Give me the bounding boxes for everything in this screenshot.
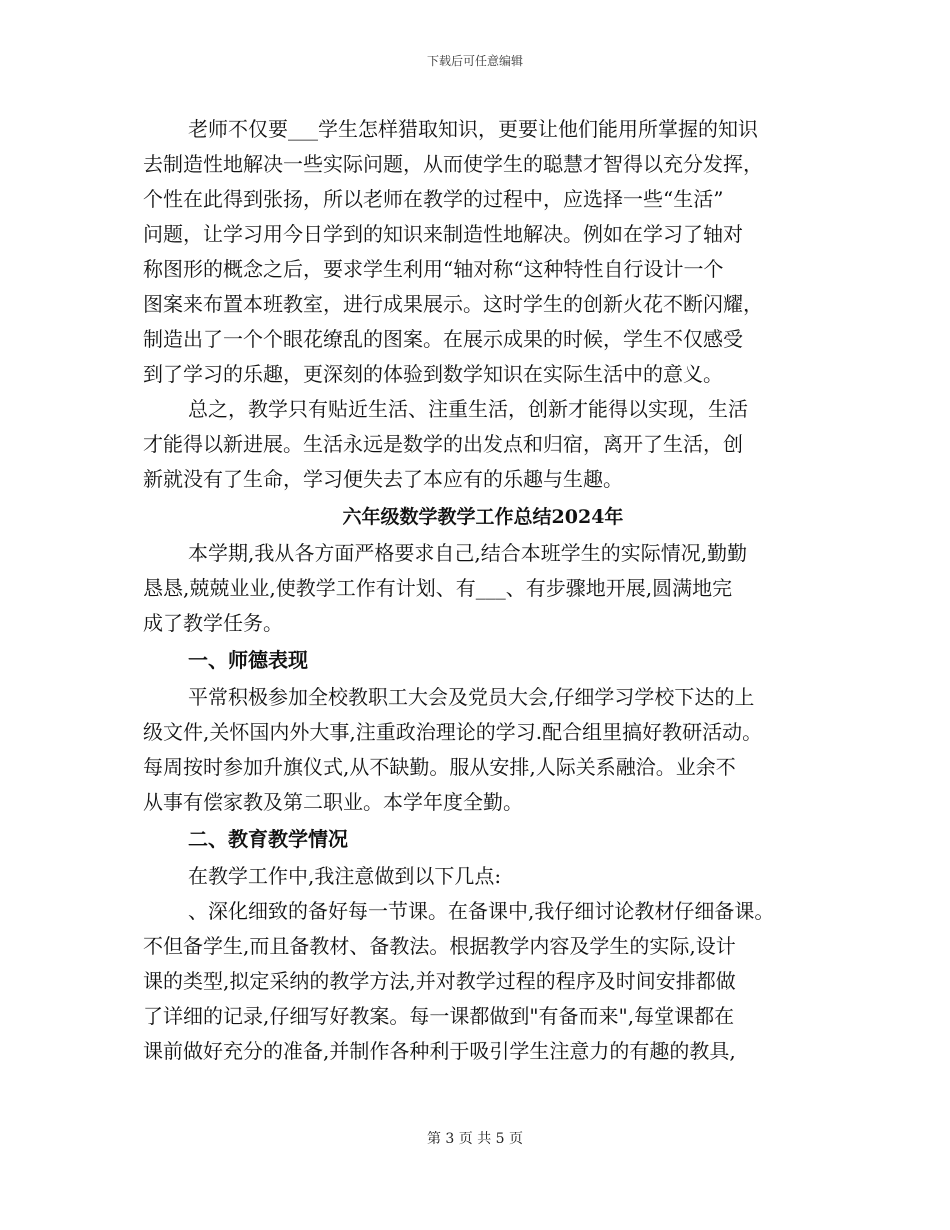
page-footer: 第 3 页 共 5 页 xyxy=(426,1131,524,1147)
body-line: 课前做好充分的准备,并制作各种利于吸引学生注意力的有趣的教具, xyxy=(143,1039,736,1063)
body-line: 恳恳,兢兢业业,使教学工作有计划、有___、有步骤地开展,圆满地完 xyxy=(143,576,733,600)
body-line: 、深化细致的备好每一节课。在备课中,我仔细讨论教材仔细备课。 xyxy=(188,899,775,923)
body-line: 级文件,关怀国内外大事,注重政治理论的学习.配合组里搞好教研活动。 xyxy=(143,720,763,744)
section-heading-ethics: 一、师德表现 xyxy=(188,648,308,672)
body-line: 新就没有了生命，学习便失去了本应有的乐趣与生趣。 xyxy=(143,467,623,491)
document-body xyxy=(143,112,823,1069)
body-line: 老师不仅要___学生怎样猎取知识，更要让他们能用所掌握的知识 xyxy=(188,117,758,141)
body-line: 每周按时参加升旗仪式,从不缺勤。服从安排,人际关系融洽。业余不 xyxy=(143,755,736,779)
body-line: 平常积极参加全校教职工大会及党员大会,仔细学习学校下达的上 xyxy=(188,685,755,709)
body-line: 去制造性地解决一些实际问题，从而使学生的聪慧才智得以充分发挥， xyxy=(143,152,763,176)
body-line: 不但备学生,而且备教材、备教法。根据教学内容及学生的实际,设计 xyxy=(143,934,736,958)
body-line: 课的类型,拟定采纳的教学方法,并对教学过程的程序及时间安排都做 xyxy=(143,969,736,993)
document-title: 六年级数学教学工作总结2024年 xyxy=(342,506,624,528)
body-line: 从事有偿家教及第二职业。本学年度全勤。 xyxy=(143,790,523,814)
body-line: 本学期,我从各方面严格要求自己,结合本班学生的实际情况,勤勤 xyxy=(188,541,748,565)
body-line: 到了学习的乐趣，更深刻的体验到数学知识在实际生活中的意义。 xyxy=(143,362,723,386)
body-line: 在教学工作中,我注意做到以下几点: xyxy=(188,864,502,888)
body-line: 制造出了一个个眼花缭乱的图案。在展示成果的时候，学生不仅感受 xyxy=(143,327,743,351)
section-heading-teaching: 二、教育教学情况 xyxy=(188,827,348,851)
body-line: 称图形的概念之后，要求学生利用“轴对称“这种特性自行设计一个 xyxy=(143,257,724,281)
page-header: 下载后可任意编辑 xyxy=(426,54,523,68)
body-line: 才能得以新进展。生活永远是数学的出发点和归宿，离开了生活，创 xyxy=(143,432,743,456)
body-line: 成了教学任务。 xyxy=(143,611,283,635)
body-line: 了详细的记录,仔细写好教案。每一课都做到"有备而来",每堂课都在 xyxy=(143,1004,735,1028)
body-line: 图案来布置本班教室，进行成果展示。这时学生的创新火花不断闪耀， xyxy=(143,292,763,316)
body-line: 总之，教学只有贴近生活、注重生活，创新才能得以实现，生活 xyxy=(188,397,748,421)
body-line: 个性在此得到张扬，所以老师在教学的过程中，应选择一些“生活” xyxy=(143,187,724,211)
body-line: 问题，让学习用今日学到的知识来制造性地解决。例如在学习了轴对 xyxy=(143,222,743,246)
